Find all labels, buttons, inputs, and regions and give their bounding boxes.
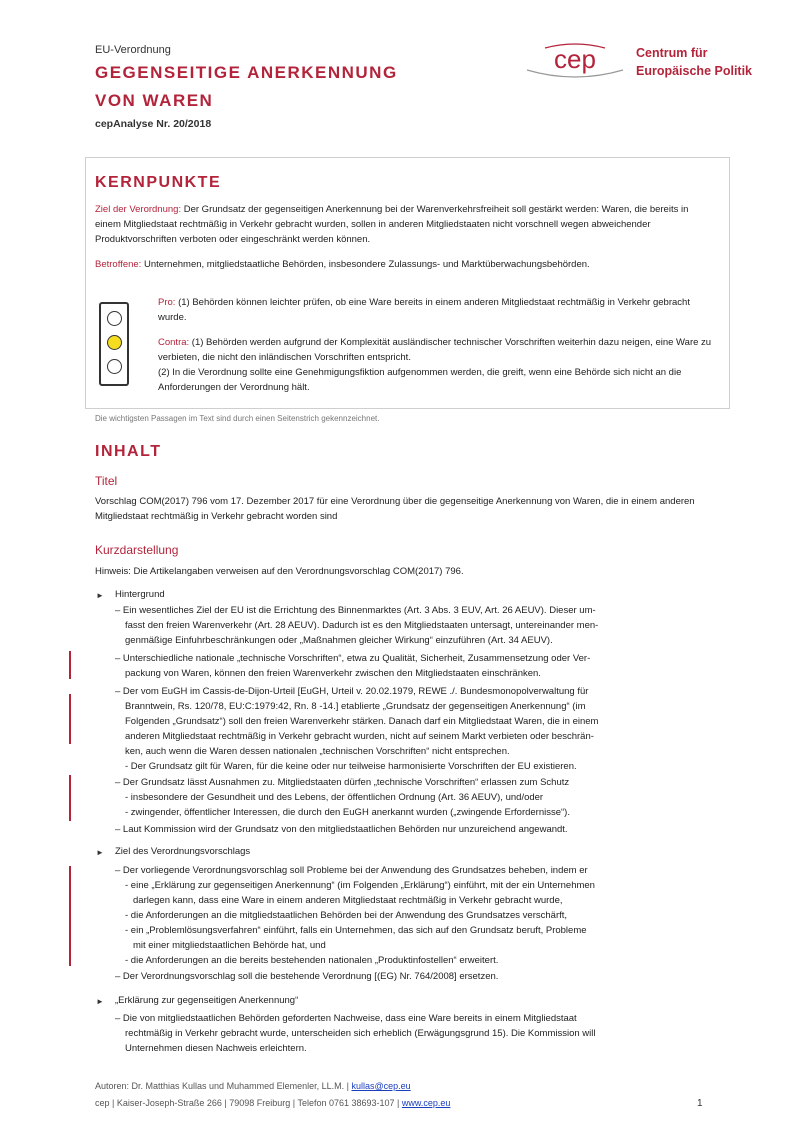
titel-heading: Titel xyxy=(95,474,118,488)
list-item: ken, auch wenn die Waren dessen nationalen „technischen Vorschriften“ nicht entsprechen. xyxy=(125,746,510,757)
traffic-light-green-lamp xyxy=(107,359,122,374)
list-item: Folgenden „Grundsatz“) soll den freien Warenverkehr stärken. Danach darf ein Mitgliedstaat Waren, die in einem xyxy=(125,716,599,727)
kurzdarstellung-heading: Kurzdarstellung xyxy=(95,543,179,557)
list-item: – Der Grundsatz lässt Ausnahmen zu. Mitgliedstaaten dürfen „technische Vorschriften“ erlassen zum Schutz xyxy=(115,777,570,788)
list-item: - die Anforderungen an die bereits bestehenden nationalen „Produktinfostellen“ erweitert. xyxy=(125,955,499,966)
list-item: – Laut Kommission wird der Grundsatz von den mitgliedstaatlichen Behörden nur unzureichend angewandt. xyxy=(115,824,568,835)
margin-bar xyxy=(69,866,71,966)
betroffene-text: Unternehmen, mitgliedstaatliche Behörden, insbesondere Zulassungs- und Marktüberwachungsbehörden. xyxy=(141,259,590,270)
document-title-line2: VON WAREN xyxy=(95,91,214,110)
kernpunkte-contra xyxy=(158,335,715,395)
logo-text: cep xyxy=(554,44,596,74)
organization-name xyxy=(636,44,752,80)
list-item: anderen Mitgliedstaat rechtmäßig in Verkehr gebracht wurden, nicht auf seinem Markt verbieten oder beschrän- xyxy=(125,731,594,742)
kernpunkte-ziel xyxy=(95,202,715,247)
author-email-link[interactable]: kullas@cep.eu xyxy=(351,1081,411,1091)
address-text: cep | Kaiser-Joseph-Straße 266 | 79098 Freiburg | Telefon 0761 38693-107 | xyxy=(95,1098,402,1108)
titel-text: Vorschlag COM(2017) 796 vom 17. Dezember 2017 für eine Verordnung über die gegenseitige Anerkennung von Waren, die in einem anderen Mitgliedstaat rechtmäßig in Verkehr gebracht worden sind xyxy=(95,496,695,522)
list-item: - ein „Problemlösungsverfahren“ einführt, falls ein Unternehmen, das sich auf den Grundsatz beruft, Probleme xyxy=(125,925,587,936)
list-item: – Der vom EuGH im Cassis-de-Dijon-Urteil [EuGH, Urteil v. 20.02.1979, REWE ./. Bundesmonopolverwaltung für xyxy=(115,686,589,697)
regulation-type: EU-Verordnung xyxy=(95,44,171,56)
list-item: - eine „Erklärung zur gegenseitigen Anerkennung“ (im Folgenden „Erklärung“) einführt, mit der ein Unternehmen xyxy=(125,880,595,891)
list-item: darlegen kann, dass eine Ware in einem anderen Mitgliedstaat rechtmäßig in Verkehr gebracht wurde, xyxy=(133,895,563,906)
list-item: – Der vorliegende Verordnungsvorschlag soll Probleme bei der Anwendung des Grundsatzes beheben, indem er xyxy=(115,865,588,876)
document-title-line1: GEGENSEITIGE ANERKENNUNG xyxy=(95,63,398,82)
list-item: Unternehmen diesen Nachweis erleichtern. xyxy=(125,1043,307,1054)
analysis-number: cepAnalyse Nr. 20/2018 xyxy=(95,118,212,130)
cep-logo xyxy=(525,40,625,85)
contra-text-2: (2) In die Verordnung sollte eine Genehmigungsfiktion aufgenommen werden, die greift, wenn eine Behörde sich nicht an die Anforderungen der Verordnung hält. xyxy=(158,367,682,393)
triangle-bullet-icon: ► xyxy=(96,997,104,1006)
margin-note: Die wichtigsten Passagen im Text sind durch einen Seitenstrich gekennzeichnet. xyxy=(95,414,380,423)
erklaerung-title: „Erklärung zur gegenseitigen Anerkennung“ xyxy=(115,995,299,1006)
list-item: genmäßige Einfuhrbeschränkungen oder „Maßnahmen gleicher Wirkung“ einzuführen (Art. 34 AEUV). xyxy=(125,635,553,646)
org-line1: Centrum für xyxy=(636,46,708,60)
footer-address xyxy=(95,1098,450,1108)
list-item: – Unterschiedliche nationale „technische Vorschriften“, etwa zu Qualität, Sicherheit, Zusammensetzung oder Ver- xyxy=(115,653,591,664)
website-link[interactable]: www.cep.eu xyxy=(401,1098,451,1108)
org-line2: Europäische Politik xyxy=(636,64,753,78)
traffic-light-red-lamp xyxy=(107,311,122,326)
triangle-bullet-icon: ► xyxy=(96,591,104,600)
hintergrund-title: Hintergrund xyxy=(115,589,165,600)
margin-bar xyxy=(69,775,71,821)
list-item: mit einer mitgliedstaatlichen Behörde hat, und xyxy=(133,940,326,951)
list-item: – Der Verordnungsvorschlag soll die bestehende Verordnung [(EG) Nr. 764/2008] ersetzen. xyxy=(115,971,499,982)
inhalt-heading: INHALT xyxy=(95,443,162,460)
ziel-label: Ziel der Verordnung: xyxy=(95,204,182,215)
list-item: packung von Waren, können den freien Warenverkehr zwischen den Mitgliedstaaten einschränken. xyxy=(125,668,541,679)
triangle-bullet-icon: ► xyxy=(96,848,104,857)
list-item: Branntwein, Rs. 120/78, EU:C:1979:42, Rn. 8 -14.] etablierte „Grundsatz der gegenseitigen Anerkennung“ (im xyxy=(125,701,586,712)
list-item: fasst den freien Warenverkehr (Art. 28 AEUV). Dadurch ist es den Mitgliedstaaten untersagt, untereinander men- xyxy=(125,620,599,631)
margin-bar xyxy=(69,694,71,744)
page-number: 1 xyxy=(697,1098,703,1109)
authors-text: Autoren: Dr. Matthias Kullas und Muhammed Elemenler, LL.M. | xyxy=(95,1081,352,1091)
contra-text-1: (1) Behörden werden aufgrund der Komplexität ausländischer technischer Vorschriften weiterhin dazu neigen, eine Ware zu verbieten, die nicht den inländischen Vorschriften entspricht. xyxy=(158,337,712,363)
list-item: - die Anforderungen an die mitgliedstaatlichen Behörden bei der Anwendung des Grundsatzes verschärft, xyxy=(125,910,568,921)
contra-label: Contra: xyxy=(158,337,190,348)
margin-bar xyxy=(69,651,71,679)
kernpunkte-pro xyxy=(158,295,715,325)
footer-authors xyxy=(95,1081,411,1091)
pro-text: (1) Behörden können leichter prüfen, ob eine Ware bereits in einem anderen Mitgliedstaat rechtmäßig in Verkehr gebracht wurde. xyxy=(158,297,690,323)
kernpunkte-heading: KERNPUNKTE xyxy=(95,174,222,191)
traffic-light-icon xyxy=(99,302,129,386)
betroffene-label: Betroffene: xyxy=(95,259,142,270)
traffic-light-yellow-lamp xyxy=(107,335,122,350)
ziel-text: Der Grundsatz der gegenseitigen Anerkennung bei der Warenverkehrsfreiheit soll gestärkt werden: Waren, die bereits in einem Mitgliedstaat rechtmäßig in Verkehr gebracht wurden, sollen in anderen Mitgliedstaaten nicht vorschnell wegen abweichender Produktvorschriften verboten oder eingeschränkt werden können. xyxy=(95,204,689,245)
kernpunkte-betroffene xyxy=(95,257,715,272)
list-item: – Die von mitgliedstaatlichen Behörden geforderten Nachweise, dass eine Ware bereits in einem Mitgliedstaat xyxy=(115,1013,577,1024)
list-item: – Ein wesentliches Ziel der EU ist die Errichtung des Binnenmarktes (Art. 3 Abs. 3 EUV, Art. 26 AEUV). Dieser um- xyxy=(115,605,596,616)
hinweis-text: Hinweis: Die Artikelangaben verweisen auf den Verordnungsvorschlag COM(2017) 796. xyxy=(95,566,464,577)
list-item: - insbesondere der Gesundheit und des Lebens, der öffentlichen Ordnung (Art. 36 AEUV), und/oder xyxy=(125,792,544,803)
pro-label: Pro: xyxy=(158,297,176,308)
list-item: - zwingender, öffentlicher Interessen, die durch den EuGH anerkannt wurden („zwingende Erfordernisse“). xyxy=(125,807,570,818)
list-item: rechtmäßig in Verkehr gebracht wurde, unterscheiden sich erheblich (Erwägungsgrund 15). Die Kommission will xyxy=(125,1028,596,1039)
ziel-title: Ziel des Verordnungsvorschlags xyxy=(115,846,251,857)
list-item: - Der Grundsatz gilt für Waren, für die keine oder nur teilweise harmonisierte Vorschriften der EU existieren. xyxy=(125,761,577,772)
